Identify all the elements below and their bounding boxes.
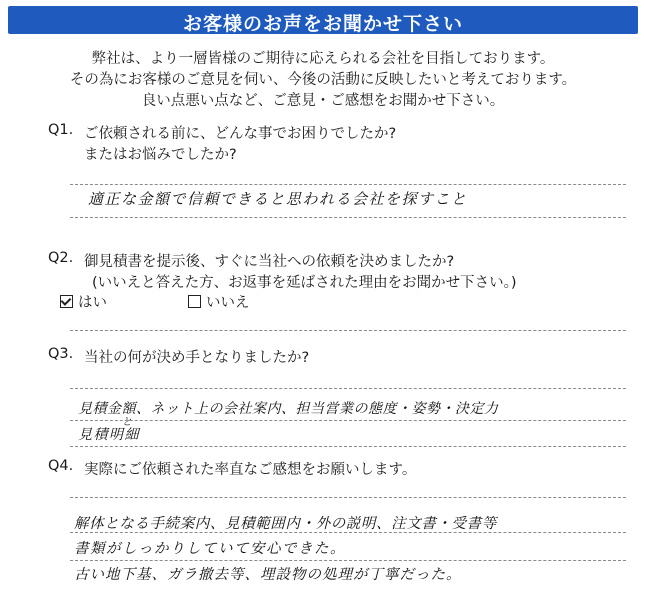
- q4-question-line-1: 実際にご依頼された率直なご感想をお願いします。: [84, 462, 417, 478]
- q4-handwritten-answer-line-3: 古い地下基、ガラ撤去等、埋設物の処理が丁寧だった。: [74, 567, 462, 583]
- q2-answer-rule: [70, 330, 626, 331]
- title-banner: [8, 6, 638, 34]
- q2-question-line-1: 御見積書を提示後、すぐに当社への依頼を決めましたか?: [84, 254, 455, 270]
- q1-question-line-1: ご依頼される前に、どんな事でお困りでしたか?: [84, 126, 397, 142]
- q2-question-line-2: (いいえと答えた方、お返事を延ばされた理由をお聞かせ下さい。): [92, 275, 517, 291]
- q1-answer-rule-2: [70, 217, 626, 218]
- intro-line-1: 弊社は、より一層皆様のご期待に応えられる会社を目指しております。: [91, 51, 555, 67]
- q2-no-checkbox[interactable]: [188, 295, 201, 308]
- intro-line-2: その為にお客様のご意見を伺い、今後の活動に反映したいと考えております。: [69, 72, 577, 88]
- q4-number: Q4.: [48, 458, 74, 474]
- q3-handwritten-answer-line-2: 見積明細: [78, 427, 140, 443]
- q2-option-no[interactable]: [188, 291, 250, 312]
- q2-option-yes-label: はい: [78, 295, 107, 311]
- intro-line-3: 良い点悪い点など、ご意見・ご感想をお聞かせ下さい。: [141, 93, 505, 109]
- q1-question-line-2: またはお悩みでしたか?: [84, 147, 237, 163]
- q2-option-no-label: いいえ: [206, 295, 250, 311]
- q3-answer-rule-2: [70, 420, 626, 421]
- q1-number: Q1.: [48, 122, 74, 138]
- q2-number: Q2.: [48, 250, 74, 266]
- q3-handwritten-answer-small: と: [122, 417, 132, 428]
- q3-question-line-1: 当社の何が決め手となりましたか?: [84, 350, 310, 366]
- q3-number: Q3.: [48, 346, 74, 362]
- q4-handwritten-answer-line-1: 解体となる手続案内、見積範囲内・外の説明、注文書・受書等: [74, 516, 497, 532]
- q3-answer-rule-1: [70, 388, 626, 389]
- page-title: お客様のお声をお聞かせ下さい: [182, 13, 463, 35]
- q3-handwritten-answer-line-1: 見積金額、ネット上の会社案内、担当営業の態度・姿勢・決定力: [78, 401, 499, 417]
- q2-yes-checkbox-checked[interactable]: [60, 295, 73, 308]
- q4-answer-rule-2: [70, 532, 626, 533]
- q1-answer-rule-1: [70, 184, 626, 185]
- q4-handwritten-answer-line-2: 書類がしっかりしていて安心できた。: [74, 541, 346, 557]
- q1-handwritten-answer: 適正な金額で信頼できると思われる会社を探すこと: [88, 190, 468, 208]
- q3-answer-rule-3: [70, 446, 626, 447]
- q4-answer-rule-1: [70, 497, 626, 498]
- q2-option-yes[interactable]: [60, 291, 107, 312]
- q4-answer-rule-3: [70, 560, 626, 561]
